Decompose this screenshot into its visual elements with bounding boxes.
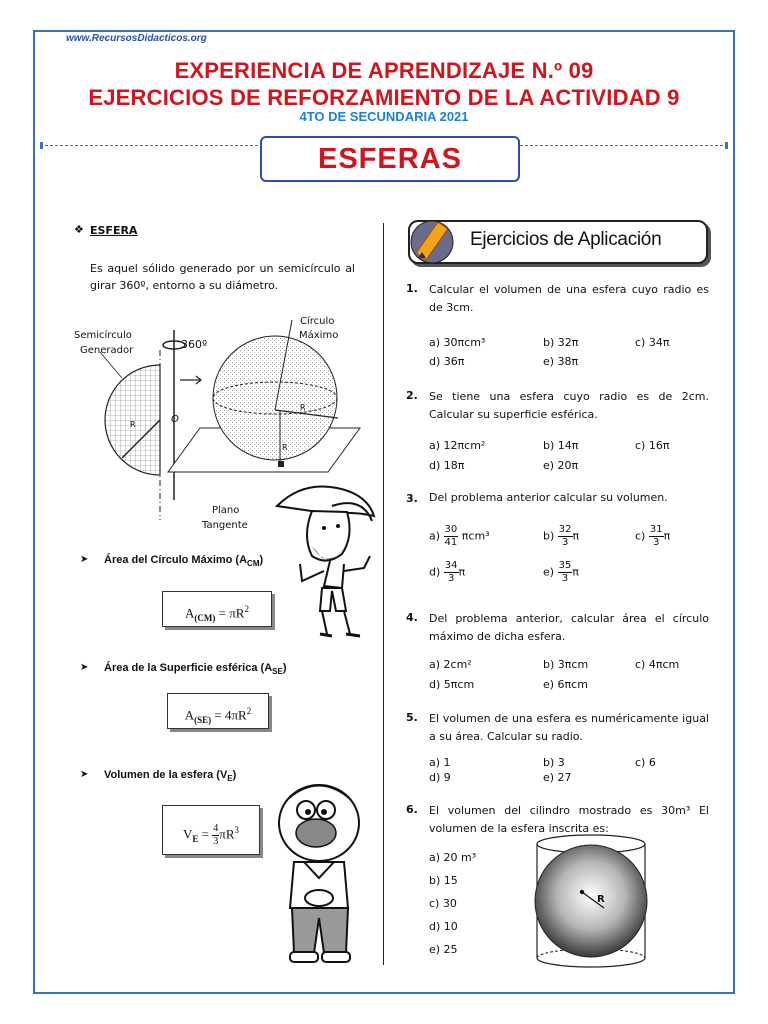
q4-option-c: c) 4πcm [635,658,680,671]
area-cm-formula-exp: 2 [244,604,249,614]
area-se-heading-text: Área de la Superficie esférica (A [104,662,273,674]
q1-option-c: c) 34π [635,336,670,349]
q6-text: El volumen del cilindro mostrado es 30m³ El volumen de la esfera inscrita es: [429,804,709,835]
column-divider [383,223,384,965]
fig-semicircle-radius-label: R [130,420,136,429]
q6-number: 6. [406,803,418,816]
fig-circle-label-1: Círculo [300,316,335,327]
q5-number: 5. [406,711,418,724]
q3-option-b [543,524,579,549]
q2-text: Se tiene una esfera cuyo radio es de 2cm. Calcular su superficie esférica. [429,390,709,421]
q3-b-letter: b) [543,529,555,543]
section-title: ESFERA [90,224,138,237]
q3-d-unit: π [458,565,466,579]
q3-e-den: 3 [561,573,569,584]
volume-formula-v: V [183,826,193,842]
q3-option-e [543,560,579,585]
cylinder-sphere-diagram [525,832,657,972]
q3-a-den: 41 [444,537,458,548]
q6-option-a: a) 20 m³ [429,851,477,864]
volume-formula-exp: 3 [234,825,239,835]
fig-height-label: R [282,443,288,452]
q3-a-fraction [444,524,459,549]
area-cm-heading-close: ) [259,554,264,566]
q4-number: 4. [406,611,418,624]
fig-sphere-radius-label: R [300,403,306,412]
volume-heading [104,769,236,783]
page-title-1: EXPERIENCIA DE APRENDIZAJE N.º 09 [174,58,594,83]
q6-option-d: d) 10 [429,920,458,933]
arrow-bullet-icon: ➤ [80,662,89,673]
exercises-banner-title: Ejercicios de Aplicación [470,229,662,250]
q5-option-e: e) 27 [543,771,572,784]
area-se-formula-a: A [184,707,195,723]
exercises-banner [408,220,708,264]
q3-e-unit: π [572,565,579,579]
q1-number: 1. [406,282,418,295]
q3-e-num: 35 [558,560,572,571]
q3-a-num: 30 [444,524,458,535]
q3-b-fraction [558,524,573,549]
area-cm-formula-a: A [185,605,195,621]
q3-d-den: 3 [447,573,455,584]
q4-text: Del problema anterior, calcular área el círculo máximo de dicha esfera. [429,612,709,643]
volume-formula-num: 4 [213,822,219,834]
arrow-bullet-icon: ➤ [80,769,89,780]
q2-option-e: e) 20π [543,459,579,472]
cartoon-man-illustration [264,778,374,968]
q3-text: Del problema anterior calcular su volumen. [429,491,668,504]
q5-text: El volumen de una esfera es numéricamente igual a su área. Calcular su radio. [429,712,709,743]
q4-option-a: a) 2cm² [429,658,472,671]
q6-option-c: c) 30 [429,897,457,910]
fig-semicircle-label-1: Semicírculo [74,330,132,341]
q5-option-a: a) 1 [429,756,451,769]
q1-option-e: e) 38π [543,355,579,368]
volume-heading-sub: E [227,774,233,784]
q3-a-letter: a) [429,529,441,543]
area-se-heading [104,662,286,676]
q3-option-c [635,524,670,549]
area-se-formula-sub: (SE) [194,714,212,725]
q3-c-den: 3 [653,537,660,548]
volume-formula-sub: E [192,833,199,844]
area-cm-formula-sub: (CM) [194,612,216,623]
q3-d-letter: d) [429,565,441,579]
volume-formula-box [162,805,260,855]
area-se-formula-exp: 2 [246,706,252,716]
area-cm-heading-text: Área del Círculo Máximo (A [104,554,248,566]
diamond-bullet-icon: ❖ [74,223,84,236]
q4-option-e: e) 6πcm [543,678,588,691]
fig-circle-label-2: Máximo [299,330,339,341]
topic-box [260,136,520,182]
q3-d-num: 34 [444,560,458,571]
q3-c-num: 31 [649,524,663,535]
q3-number: 3. [406,492,418,505]
q5-option-b: b) 3 [543,756,565,769]
volume-formula-den: 3 [213,835,219,847]
area-se-heading-close: ) [282,662,287,674]
q2-number: 2. [406,389,418,402]
volume-formula-rest: πR [219,826,235,842]
q3-a-unit: πcm³ [461,529,490,543]
q3-c-fraction [649,524,664,549]
q2-option-b: b) 14π [543,439,579,452]
q3-c-unit: π [663,529,671,543]
q1-option-b: b) 32π [543,336,579,349]
q2-option-a: a) 12πcm² [429,439,486,452]
pencil-icon [408,214,464,270]
area-cm-formula-rest: = πR [215,605,245,621]
q5-option-c: c) 6 [635,756,656,769]
q4-option-b: b) 3πcm [543,658,589,671]
arrow-bullet-icon: ➤ [80,554,89,565]
volume-heading-close: ) [232,769,237,781]
q6-option-b: b) 15 [429,874,458,887]
q3-e-fraction [558,560,573,585]
topic-title: ESFERAS [318,143,462,175]
definition-text: Es aquel sólido generado por un semicírculo al girar 360º, entorno a su diámetro. [90,262,355,292]
area-cm-formula-box [162,591,272,627]
fig-plane-label-2: Tangente [202,520,248,531]
area-se-formula-rest: = 4πR [211,707,247,723]
area-se-heading-sub: SE [272,667,283,677]
q3-b-num: 32 [558,524,572,535]
q1-text: Calcular el volumen de una esfera cuyo radio es de 3cm. [429,283,709,314]
q3-d-fraction [444,560,459,585]
q3-e-letter: e) [543,565,555,579]
volume-heading-text: Volumen de la esfera (V [104,769,228,781]
q3-c-letter: c) [635,529,646,543]
page-title-2: EJERCICIOS DE REFORZAMIENTO DE LA ACTIVIDAD 9 [88,85,680,110]
q1-option-d: d) 36π [429,355,465,368]
volume-formula-eq: = [198,826,213,842]
q6-option-e: e) 25 [429,943,458,956]
fig-plane-label-1: Plano [212,505,240,516]
q3-option-d [429,560,465,585]
q5-option-d: d) 9 [429,771,451,784]
area-cm-heading-sub: CM [247,559,260,569]
q3-b-unit: π [572,529,580,543]
q1-option-a: a) 30πcm³ [429,336,486,349]
q2-option-c: c) 16π [635,439,670,452]
fig-center-label: O [171,414,179,425]
q2-option-d: d) 18π [429,459,465,472]
q6-radius-label: R [597,894,605,905]
page-subtitle: 4TO DE SECUNDARIA 2021 [299,109,469,124]
cartoon-boy-illustration [272,476,382,641]
q4-option-d: d) 5πcm [429,678,475,691]
area-se-formula-box [167,693,269,729]
q3-b-den: 3 [561,537,569,548]
fig-semicircle-label-2: Generador [80,345,134,356]
area-cm-heading [104,554,263,568]
q3-option-a [429,524,490,549]
site-url: www.RecursosDidacticos.org [66,33,207,44]
fig-degree-label: 360º [181,338,208,351]
